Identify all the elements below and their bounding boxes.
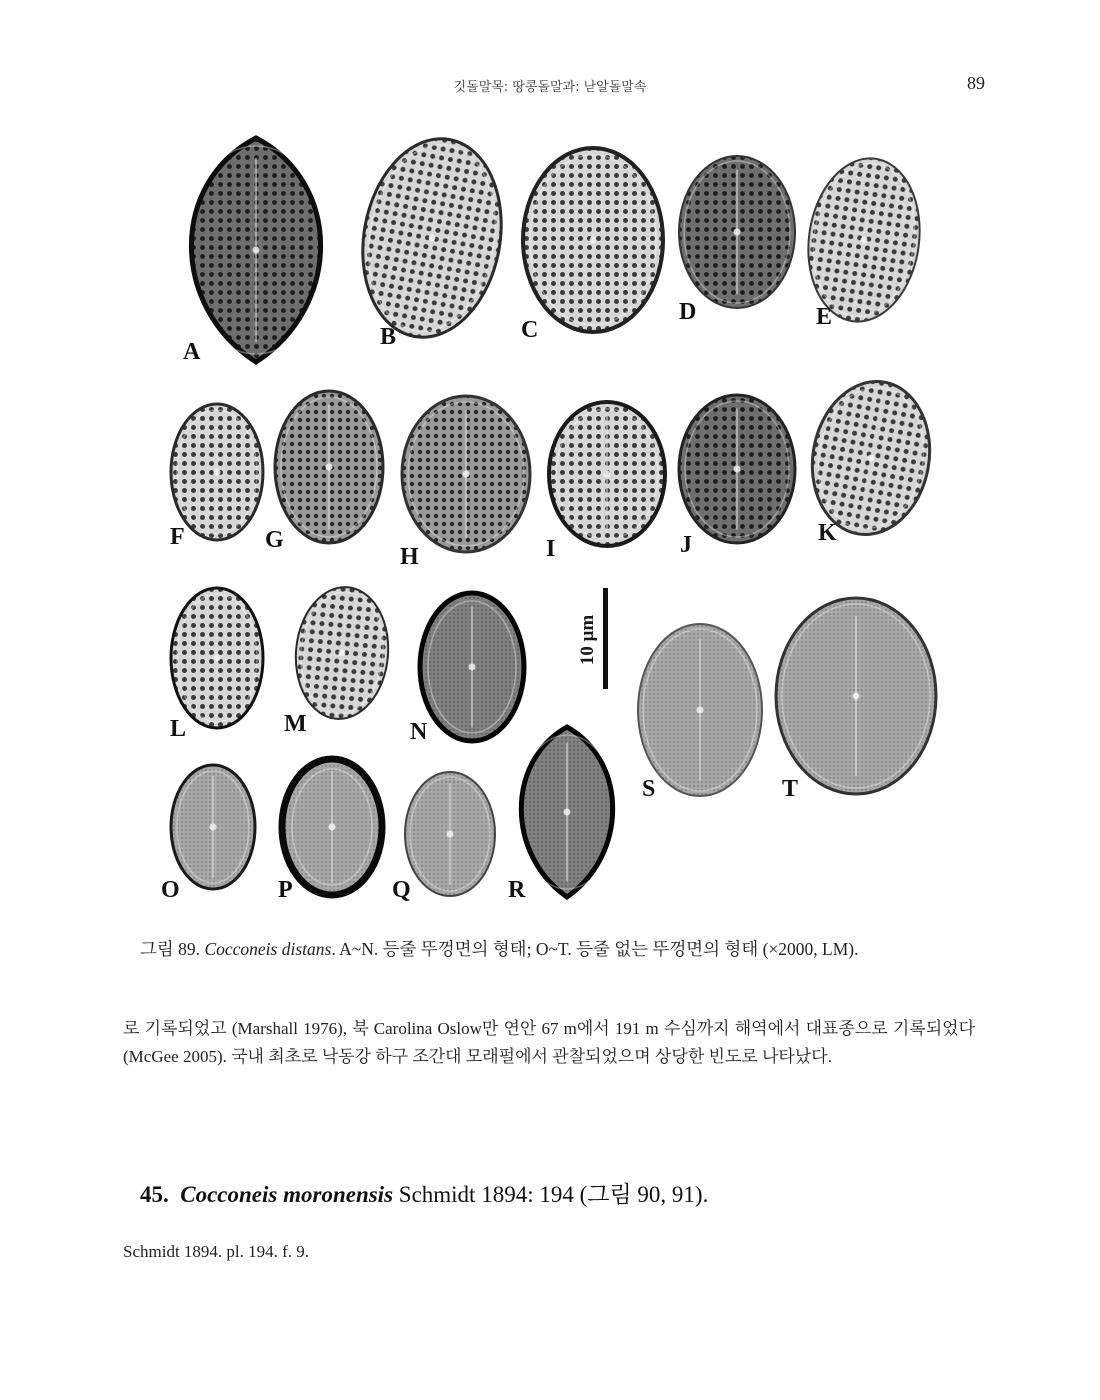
valve-central-area-o — [210, 824, 217, 831]
diatom-valve-j — [679, 395, 795, 543]
caption-prefix: 그림 89. — [140, 939, 205, 959]
panel-label-b: B — [380, 324, 397, 350]
valve-central-area-a — [253, 247, 260, 254]
panel-label-t: T — [782, 776, 799, 802]
valve-central-area-r — [564, 809, 571, 816]
valve-central-area-n — [469, 664, 476, 671]
running-title: 깃돌말목: 땅콩돌말과: 낟알돌말속 — [453, 80, 647, 95]
diatom-valve-c — [523, 148, 663, 332]
diatom-valve-s — [638, 624, 762, 796]
species-authority: Schmidt 1894: 194 (그림 90, 91). — [393, 1182, 709, 1207]
panel-label-g: G — [265, 527, 284, 553]
panel-label-e: E — [816, 304, 833, 330]
diatom-valve-l — [171, 588, 263, 728]
panel-label-n: N — [410, 719, 428, 745]
valve-central-area-t — [853, 693, 860, 700]
panel-label-j: J — [680, 532, 692, 558]
valve-central-area-s — [697, 707, 704, 714]
valve-central-area-p — [329, 824, 336, 831]
diatom-valve-d — [679, 156, 795, 308]
diatom-valve-t — [776, 598, 936, 794]
diatom-valve-b — [348, 128, 517, 349]
diatom-valve-m — [290, 583, 393, 723]
diatom-valve-e — [798, 151, 930, 329]
valve-central-area-j — [734, 466, 741, 473]
panel-label-p: P — [278, 877, 293, 903]
panel-label-d: D — [679, 299, 697, 325]
species-number: 45. — [140, 1182, 169, 1207]
panel-label-l: L — [170, 716, 187, 742]
panel-label-r: R — [508, 877, 526, 903]
caption-species: Cocconeis distans — [204, 939, 332, 959]
valve-central-area-c — [590, 237, 597, 244]
valve-central-area-i — [604, 471, 611, 478]
diatom-valve-o — [171, 765, 255, 889]
valve-central-area-d — [734, 229, 741, 236]
valve-central-area-l — [214, 655, 221, 662]
valve-central-area-f — [214, 469, 221, 476]
panel-label-s: S — [642, 776, 656, 802]
diatom-valve-r — [517, 727, 617, 897]
reference-citation: Schmidt 1894. pl. 194. f. 9. — [123, 1242, 310, 1261]
diatom-valve-k — [801, 372, 942, 544]
body-paragraph: 로 기록되었고 (Marshall 1976), 북 Carolina Oslow만 연안 67 m에서 191 m 수심까지 해역에서 대표종으로 기록되었다 (McGee 2005). 국내 최초로 낙동강 하구 조간대 모래펄에서 관찰되었으며 상당한 빈도로 나타났다. — [123, 1019, 975, 1066]
panel-label-m: M — [284, 711, 307, 737]
diatom-valve-f — [171, 404, 263, 540]
panel-label-k: K — [818, 520, 837, 546]
panel-label-o: O — [161, 877, 180, 903]
caption-rest: . A~N. 등줄 뚜껑면의 형태; O~T. 등줄 없는 뚜껑면의 형태 (×2000, LM). — [331, 939, 859, 959]
panel-label-q: Q — [392, 877, 411, 903]
page-number: 89 — [967, 73, 985, 93]
panel-label-c: C — [521, 317, 539, 343]
diatom-valve-a — [182, 138, 330, 365]
panel-label-h: H — [400, 544, 419, 570]
diatom-valve-q — [405, 772, 495, 896]
diatom-valve-i — [549, 402, 665, 546]
species-heading — [140, 1176, 1040, 1209]
scale-bar — [603, 588, 608, 689]
valve-central-area-g — [326, 464, 333, 471]
diatom-valve-n — [420, 593, 524, 741]
scale-bar-label: 10 μm — [577, 614, 598, 666]
valve-central-area-h — [463, 471, 470, 478]
diatom-valve-h — [402, 396, 530, 552]
panel-label-a: A — [183, 339, 201, 365]
panel-label-i: I — [546, 536, 556, 562]
figure-caption — [140, 936, 1040, 961]
diatom-valve-p — [282, 759, 382, 895]
diatom-valve-g — [275, 391, 383, 543]
species-scientific-name: Cocconeis moronensis — [180, 1182, 394, 1207]
valve-central-area-q — [447, 831, 454, 838]
panel-label-f: F — [170, 524, 185, 550]
